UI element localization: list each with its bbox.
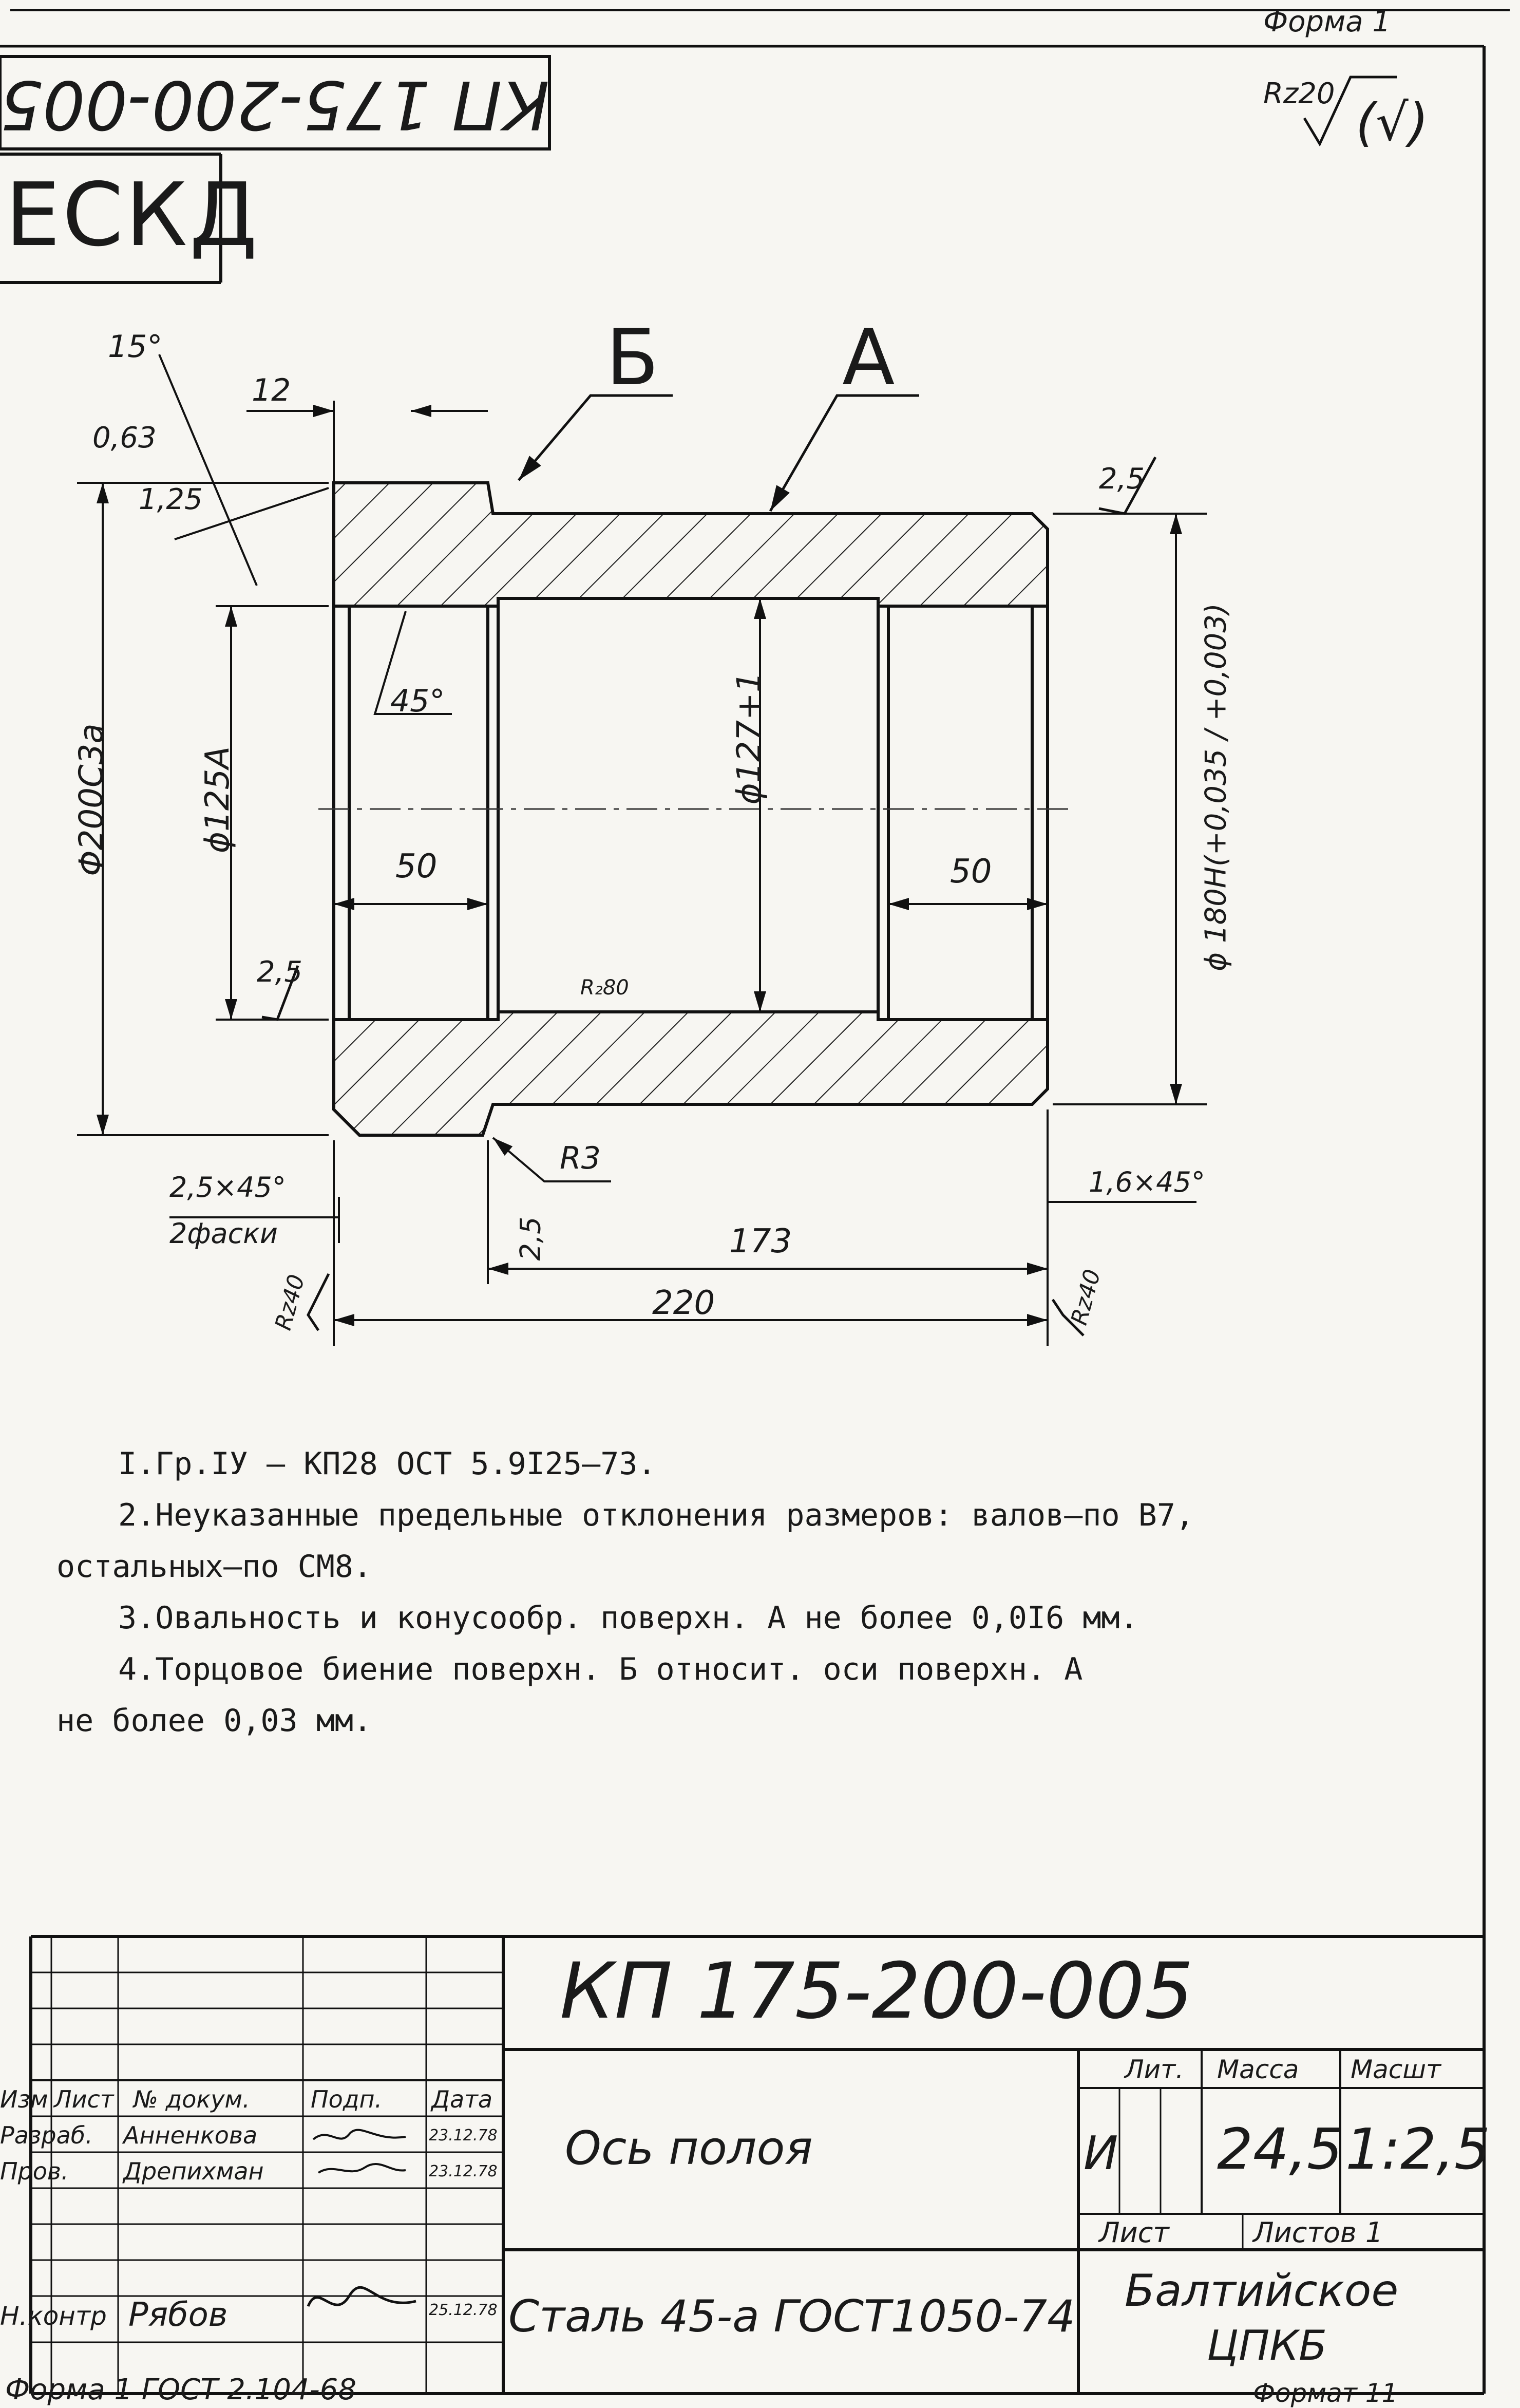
dim-angle-45: 45°	[390, 683, 445, 719]
header-sign: Подп.	[311, 2085, 383, 2113]
dim-roughness-063: 0,63	[92, 421, 157, 455]
dim-diameter-127: ϕ127+1	[730, 671, 769, 805]
dim-diameter-125: ϕ125А	[199, 746, 237, 854]
header-list: Лист	[54, 2085, 114, 2113]
row-role-1: Разраб.	[0, 2121, 93, 2149]
dim-rz40-right: Rz40	[1066, 1266, 1106, 1328]
section-label-a: А	[842, 313, 895, 403]
form-label-top: Форма 1	[1263, 5, 1391, 39]
dim-roughness-25-left: 2,5	[257, 955, 303, 989]
note-2-cont: остальных–по СМ8.	[56, 1549, 372, 1585]
row-name-3: Рябов	[128, 2296, 228, 2334]
scale-value: 1:2,5	[1345, 2116, 1490, 2182]
dim-chamfer-left-count: 2фаски	[169, 1217, 278, 1250]
part-section-lower	[334, 1012, 1048, 1135]
eskd-label: ЕСКД	[5, 164, 260, 266]
dim-radius-80: R₂80	[580, 976, 629, 1000]
header-mass: Масса	[1217, 2055, 1299, 2084]
header-lit: Лит.	[1125, 2055, 1184, 2084]
header-doc: № докум.	[134, 2085, 250, 2113]
dim-12: 12	[252, 372, 291, 408]
row-date-1: 23.12.78	[429, 2127, 498, 2144]
header-date: Дата	[431, 2085, 493, 2113]
dim-roughness-25-bottom: 2,5	[514, 1216, 547, 1261]
header-scale: Масшт	[1351, 2055, 1441, 2084]
note-4: 4.Торцовое биение поверхн. Б относит. оси поверхн. А	[118, 1651, 1083, 1687]
row-date-3: 25.12.78	[429, 2301, 498, 2319]
bore-outline	[334, 606, 1048, 1020]
dim-angle-15: 15°	[108, 329, 163, 365]
row-name-1: Анненкова	[123, 2121, 258, 2149]
dim-length-50-left: 50	[395, 848, 438, 886]
title-material: Сталь 45-а ГОСТ1050-74	[508, 2291, 1075, 2342]
dim-chamfer-left: 2,5×45°	[169, 1171, 286, 1203]
dim-length-220: 220	[652, 1284, 715, 1322]
header-izm: Изм	[0, 2085, 48, 2113]
title-org-line2: ЦПКБ	[1207, 2322, 1327, 2369]
row-role-2: Пров.	[0, 2157, 69, 2185]
signature-marks	[303, 2116, 426, 2332]
mirrored-designation: КП 175-200-005	[0, 66, 549, 144]
note-4-cont: не более 0,03 мм.	[56, 1703, 372, 1739]
dim-length-173: 173	[729, 1222, 792, 1261]
dim-roughness-125: 1,25	[139, 483, 203, 516]
dim-radius-3: R3	[560, 1140, 601, 1176]
title-part-name: Ось полоя	[565, 2121, 813, 2175]
row-date-2: 23.12.78	[429, 2162, 498, 2180]
section-leaders	[519, 396, 919, 511]
note-3: 3.Овальность и конусообр. поверхн. А не более 0,0I6 мм.	[118, 1600, 1138, 1636]
dim-roughness-25-top: 2,5	[1099, 462, 1145, 496]
title-designation: КП 175-200-005	[560, 1947, 1194, 2036]
form-label-bottom-right: Формат 11	[1253, 2378, 1398, 2408]
dim-diameter-200: Φ200С3а	[72, 723, 111, 876]
row-name-2: Дрепихман	[123, 2157, 264, 2185]
form-label-bottom: Форма 1 ГОСТ 2.104-68	[5, 2373, 356, 2406]
row-role-3: Н.контр	[0, 2301, 107, 2331]
sheets-label: Листов 1	[1253, 2216, 1383, 2249]
roughness-mark: Rz20	[1263, 77, 1335, 110]
lit-value: И	[1084, 2127, 1118, 2180]
note-2: 2.Неуказанные предельные отклонения размеров: валов–по В7,	[118, 1497, 1194, 1533]
section-label-b: Б	[606, 313, 659, 403]
dim-chamfer-right: 1,6×45°	[1089, 1166, 1205, 1198]
part-section-upper	[334, 483, 1048, 606]
roughness-check: (√)	[1356, 92, 1429, 153]
dim-length-50-right: 50	[950, 853, 992, 891]
technical-notes	[56, 1438, 1412, 1746]
dim-rz40-left: Rz40	[270, 1271, 310, 1333]
note-1: I.Гр.IУ – КП28 ОСТ 5.9I25–73.	[118, 1446, 656, 1482]
sheet-label: Лист	[1099, 2216, 1169, 2249]
dim-diameter-180: ϕ 180Н(+0,035 / +0,003)	[1199, 603, 1233, 971]
mass-value: 24,5	[1217, 2116, 1343, 2182]
title-org-line1: Балтийское	[1125, 2265, 1399, 2317]
